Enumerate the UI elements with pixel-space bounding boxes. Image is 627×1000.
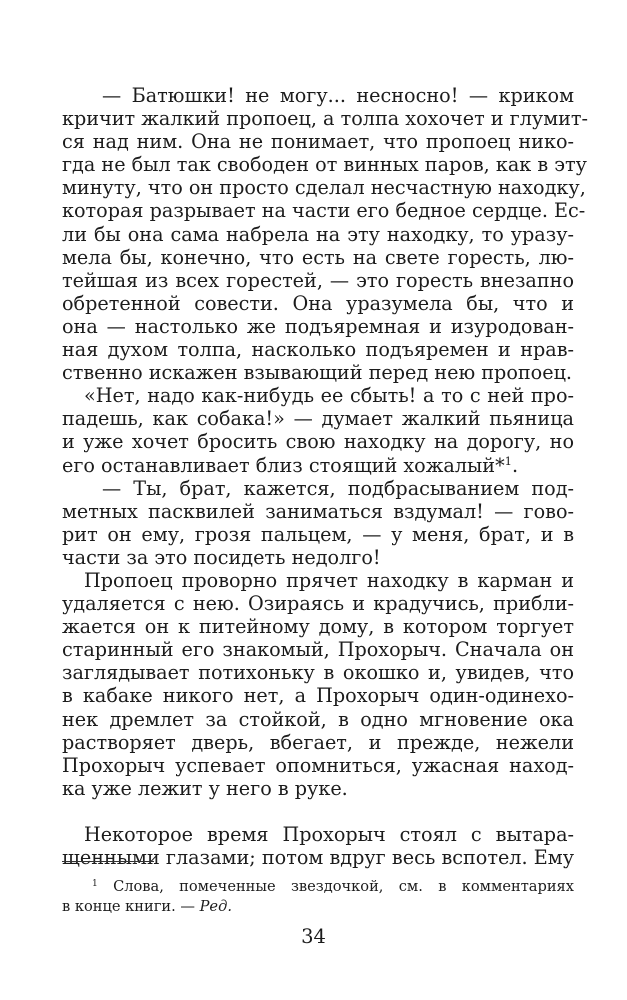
footnote-editor: Ред. [199, 897, 232, 915]
text-line: части за это посидеть недолго! [62, 545, 381, 569]
footnote-line [62, 897, 574, 917]
text-line: старинный его знакомый, Прохорыч. Сначала он [62, 638, 574, 662]
text-line: жается он к питейному дому, в котором торгует [62, 615, 574, 639]
text-line: рит он ему, грозя пальцем, — у меня, брат, и в [62, 522, 574, 546]
footnote-text-2: в конце книги. — [62, 897, 200, 915]
text-line: ка уже лежит у него в руке. [62, 776, 348, 800]
text-line: Некоторое время Прохорыч стоял с вытара- [84, 823, 574, 846]
text-line: растворяет дверь, вбегает, и прежде, нежели [62, 730, 574, 754]
text-line: и уже хочет бросить свою находку на дорогу, но [62, 430, 574, 454]
text-line: его останавливает близ стоящий хожалый*$^1$. [62, 453, 519, 477]
text-line: ственно искажен взывающий перед нею пропоец. [62, 361, 573, 385]
text-line: «Нет, надо как-нибудь ее сбыть! а то с ней про- [84, 384, 574, 408]
footnote-marker: 1 [92, 879, 98, 889]
text-line: заглядывает потихоньку в окошко и, увидев, что [62, 661, 574, 685]
text-line: ная духом толпа, насколько подъяремен и нрав- [62, 338, 574, 362]
footnote [62, 874, 574, 917]
footnote-text-1: Слова, помеченные звездочкой, см. в комментариях [113, 877, 574, 895]
text-line: ся над ним. Она не понимает, что пропоец нико- [62, 130, 574, 154]
body-text [62, 84, 589, 870]
text-line: ли бы она сама набрела на эту находку, то уразу- [62, 222, 574, 246]
text-line: метных пасквилей заниматься вздумал! — гово- [62, 499, 574, 523]
text-line: — Ты, брат, кажется, подбрасыванием под- [102, 476, 574, 500]
text-line: тейшая из всех горестей, — это горесть внезапно [62, 268, 574, 292]
text-line: в кабаке никого нет, а Прохорыч один-одинехо- [62, 684, 574, 708]
text-line: Прохорыч успевает опомниться, ужасная наход- [62, 753, 574, 777]
text-line: минуту, что он просто сделал несчастную находку, [62, 176, 586, 200]
text-line: гда не был так свободен от винных паров, как в эту [62, 153, 587, 177]
footnote-line [62, 874, 574, 897]
text-line: кричит жалкий пропоец, а толпа хохочет и глумит- [62, 107, 589, 131]
text-line: она — настолько же подъяремная и изуродован- [62, 314, 574, 338]
text-line: нек дремлет за стойкой, в одно мгновение ока [62, 707, 574, 731]
text-line: Пропоец проворно прячет находку в карман и [84, 568, 574, 592]
page-number: 34 [301, 925, 326, 948]
footnote-divider [62, 861, 154, 862]
text-line: падешь, как собака!» — думает жалкий пьяница [62, 407, 574, 431]
text-line: — Батюшки! не могу... несносно! — криком [102, 84, 574, 107]
text-line: щенными глазами; потом вдруг весь вспотел. Ему [62, 846, 574, 870]
text-line: мела бы, конечно, что есть на свете горесть, лю- [62, 245, 574, 269]
text-line: которая разрывает на части его бедное сердце. Ес- [62, 199, 586, 223]
section-gap [62, 800, 574, 823]
text-line: обретенной совести. Она уразумела бы, что и [62, 291, 574, 315]
footnote-ref: 1 [504, 453, 512, 468]
text-line: удаляется с нею. Озираясь и крадучись, прибли- [62, 592, 574, 616]
